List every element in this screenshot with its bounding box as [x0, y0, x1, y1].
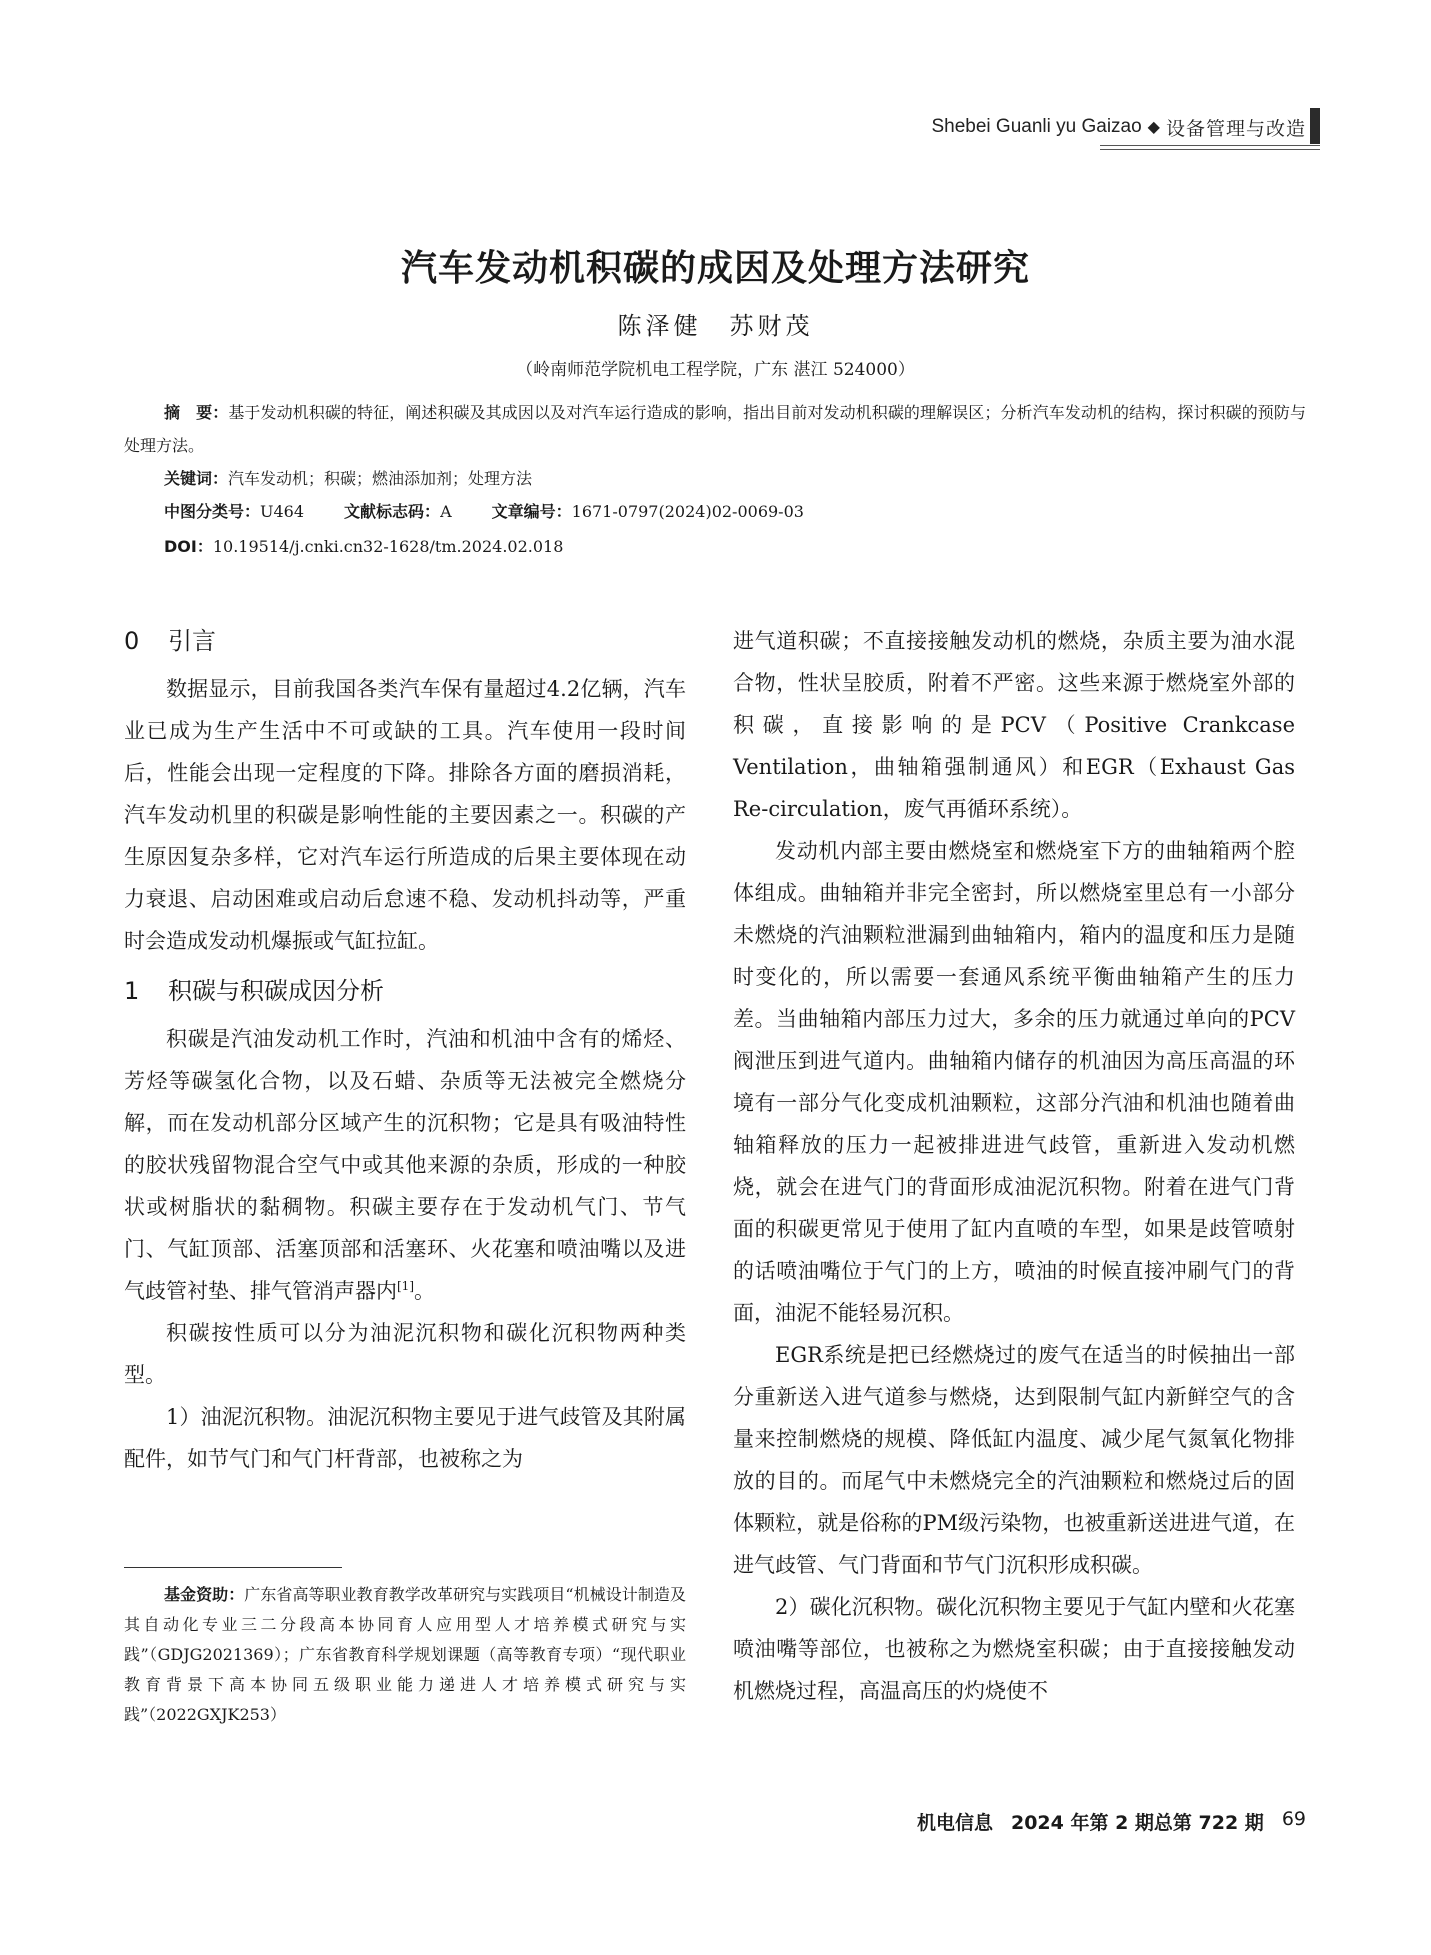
- affiliation: （岭南师范学院机电工程学院，广东 湛江 524000）: [516, 360, 915, 380]
- doi-link[interactable]: 10.19514/j.cnki.cn32-1628/tm.2024.02.018: [212, 537, 564, 556]
- paragraph: 2）碳化沉积物。碳化沉积物主要见于气缸内壁和火花塞喷油嘴等部位，也被称之为燃烧室积碳；由于直接接触发动机燃烧过程，高温高压的灼烧使不: [733, 1595, 1295, 1703]
- paragraph-end: 。: [414, 1279, 435, 1303]
- abstract: [124, 396, 1306, 462]
- footer-journal: 机电信息: [916, 1812, 993, 1834]
- section-title: 积碳与积碳成因分析: [168, 977, 384, 1005]
- paragraph-text: 积碳是汽油发动机工作时，汽油和机油中含有的烯烃、芳烃等碳氢化合物，以及石蜡、杂质等无法被完全燃烧分解，而在发动机部分区域产生的沉积物；它是具有吸油特性的胶状残留物混合空气中或其他来源的杂质，形成的一种胶状或树脂状的黏稠物。积碳主要存在于发动机气门、节气门、气缸顶部、活塞顶部和活塞环、火花塞和喷油嘴以及进气歧管衬垫、排气管消声器内: [124, 1027, 686, 1303]
- header-rule: [1100, 145, 1320, 146]
- paragraph: EGR系统是把已经燃烧过的废气在适当的时候抽出一部分重新送入进气道参与燃烧，达到限制气缸内新鲜空气的含量来控制燃烧的规模、降低缸内温度、减少尾气氮氧化物排放的目的。而尾气中未燃烧完全的汽油颗粒和燃烧过后的固体颗粒，就是俗称的PM级污染物，也被重新送进进气道，在进气歧管、气门背面和节气门沉积形成积碳。: [733, 1343, 1295, 1577]
- paragraph: 1）油泥沉积物。油泥沉积物主要见于进气歧管及其附属配件，如节气门和气门杆背部，也被称之为: [124, 1405, 686, 1471]
- paragraph: 进气道积碳；不直接接触发动机的燃烧，杂质主要为油水混合物，性状呈胶质，附着不严密。这些来源于燃烧室外部的积碳，直接影响的是PCV（Positive Crankcase Ventilation，曲轴箱强制通风）和EGR（Exhaust Gas Re-circulation，废气再循环系统）。: [733, 629, 1295, 821]
- paragraph: 发动机内部主要由燃烧室和燃烧室下方的曲轴箱两个腔体组成。曲轴箱并非完全密封，所以燃烧室里总有一小部分未燃烧的汽油颗粒泄漏到曲轴箱内，箱内的温度和压力是随时变化的，所以需要一套通风系统平衡曲轴箱产生的压力差。当曲轴箱内部压力过大，多余的压力就通过单向的PCV阀泄压到进气道内。曲轴箱内储存的机油因为高压高温的环境有一部分气化变成机油颗粒，这部分汽油和机油也随着曲轴箱释放的压力一起被排进进气歧管，重新进入发动机燃烧，就会在进气门的背面形成油泥沉积物。附着在进气门背面的积碳更常见于使用了缸内直喷的车型，如果是歧管喷射的话喷油嘴位于气门的上方，喷油的时候直接冲刷气门的背面，油泥不能轻易沉积。: [733, 839, 1295, 1325]
- abstract-text: 基于发动机积碳的特征，阐述积碳及其成因以及对汽车运行造成的影响，指出目前对发动机积碳的理解误区；分析汽车发动机的结构，探讨积碳的预防与处理方法。: [124, 403, 1306, 455]
- paragraph: 数据显示，目前我国各类汽车保有量超过4.2亿辆，汽车业已成为生产生活中不可或缺的工具。汽车使用一段时间后，性能会出现一定程度的下降。排除各方面的磨损消耗，汽车发动机里的积碳是影响性能的主要因素之一。积碳的产生原因复杂多样，它对汽车运行所造成的后果主要体现在动力衰退、启动困难或启动后怠速不稳、发动机抖动等，严重时会造成发动机爆振或气缸拉缸。: [124, 677, 686, 953]
- doi-label: DOI：: [164, 537, 213, 556]
- left-column: [124, 620, 686, 1480]
- article-no-label: 文章编号：: [491, 502, 572, 521]
- footnote-label: 基金资助：: [164, 1585, 245, 1604]
- journal-pinyin: Shebei Guanli yu Gaizao: [931, 116, 1142, 137]
- diamond-icon: ◆: [1147, 119, 1160, 136]
- header-bar-decoration: [1310, 108, 1320, 144]
- section-heading-1: [124, 970, 686, 1012]
- keywords: [164, 462, 532, 495]
- paper-title: 汽车发动机积碳的成因及处理方法研究: [400, 248, 1030, 289]
- section-number: 1: [124, 977, 140, 1005]
- header-rule: [1100, 149, 1320, 150]
- section-title: 引言: [168, 627, 216, 655]
- footnote-text: 广东省高等职业教育教学改革研究与实践项目“机械设计制造及其自动化专业三二分段高本协同育人应用型人才培养模式研究与实践”（GDJG2021369）；广东省教育科学规划课题（高等教育专项）“现代职业教育背景下高本协同五级职业能力递进人才培养模式研究与实践”（2022GXJK253）: [124, 1585, 686, 1724]
- page-number: 69: [1281, 1808, 1306, 1830]
- running-header: [931, 111, 1306, 143]
- keywords-text: 汽车发动机；积碳；燃油添加剂；处理方法: [228, 469, 533, 488]
- footnote-rule: [124, 1567, 342, 1568]
- journal-cn: 设备管理与改造: [1165, 117, 1306, 140]
- authors: 陈泽健 苏财茂: [617, 312, 814, 340]
- paragraph: 积碳按性质可以分为油泥沉积物和碳化沉积物两种类型。: [124, 1321, 686, 1387]
- right-column: [733, 620, 1295, 1712]
- keywords-label: 关键词：: [164, 469, 229, 488]
- footer-issue: 2024 年第 2 期总第 722 期: [1010, 1812, 1264, 1834]
- abstract-label: 摘 要：: [164, 403, 229, 422]
- article-no-value: 1671-0797(2024)02-0069-03: [571, 502, 804, 521]
- page-footer: [917, 1808, 1306, 1835]
- section-heading-intro: [124, 620, 686, 662]
- clc-value: U464: [260, 502, 305, 521]
- doi: [164, 530, 563, 563]
- section-number: 0: [124, 627, 140, 655]
- classification: [164, 495, 804, 528]
- footnote: [124, 1580, 686, 1730]
- paragraph: [124, 1018, 686, 1312]
- doc-code-value: A: [440, 502, 452, 521]
- citation-ref[interactable]: [1]: [397, 1279, 414, 1293]
- doc-code-label: 文献标志码：: [344, 502, 441, 521]
- clc-label: 中图分类号：: [164, 502, 261, 521]
